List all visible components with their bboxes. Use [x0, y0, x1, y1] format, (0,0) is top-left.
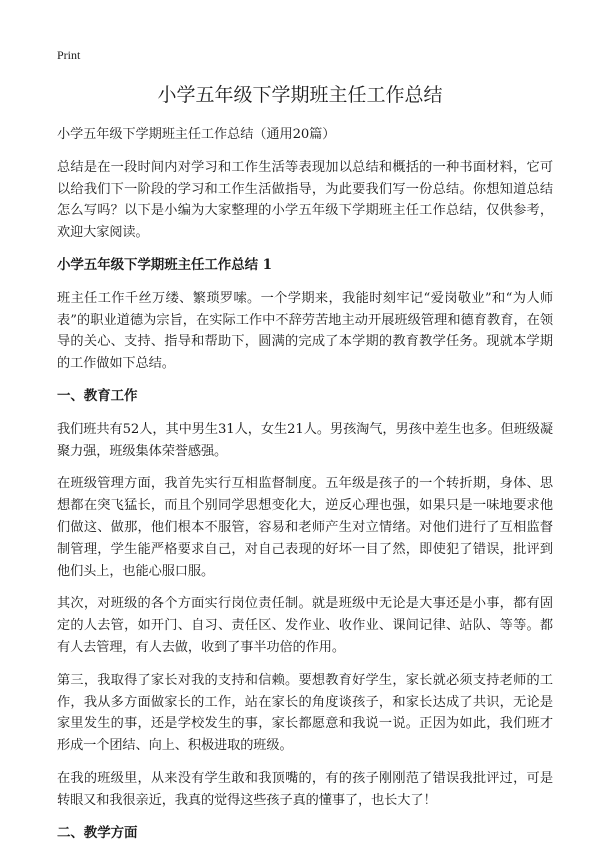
paragraph: 我们班共有52人，其中男生31人，女生21人。男孩淘气，男孩中差生也多。但班级凝聚力强，班级集体荣誉感强。 — [57, 421, 553, 459]
intro-paragraph: 总结是在一段时间内对学习和工作生活等表现加以总结和概括的一种书面材料，它可以给我们下一阶段的学习和工作生活做指导，为此要我们写一份总结。你想知道总结怎么写吗？以下是小编为大家整理的小学五年级下学期班主任工作总结，仅供参考，欢迎大家阅读。 — [57, 159, 553, 241]
subsection-heading-teaching: 二、教学方面 — [57, 824, 138, 841]
paragraph: 班主任工作千丝万缕、繁琐罗嗦。一个学期来，我能时刻牢记“爱岗敬业”和“为人师表”的职业道德为宗旨，在实际工作中不辞劳苦地主动开展班级管理和德育教育，在领导的关心、支持、指导和帮助下，圆满的完成了本学期的教育教学任务。现就本学期的工作做如下总结。 — [57, 290, 553, 372]
paragraph: 其次，对班级的各个方面实行岗位责任制。就是班级中无论是大事还是小事，都有固定的人去管，如开门、自习、责任区、发作业、收作业、课间记律、站队、等等。都有人去管理，有人去做，收到了事半功倍的作用。 — [57, 596, 553, 655]
paragraph: 第三，我取得了家长对我的支持和信赖。要想教育好学生，家长就必须支持老师的工作，我从多方面做家长的工作，站在家长的角度谈孩子，和家长达成了共识，无论是家里发生的事，还是学校发生的事，家长都愿意和我说一说。正因为如此，我们班才形成一个团结、向上、积极进取的班级。 — [57, 672, 553, 754]
page-title: 小学五年级下学期班主任工作总结 — [157, 84, 443, 106]
paragraph: 在我的班级里，从来没有学生敢和我顶嘴的，有的孩子刚刚范了错误我批评过，可是转眼又和我很亲近，我真的觉得这些孩子真的懂事了，也长大了！ — [57, 770, 553, 808]
document-subtitle: 小学五年级下学期班主任工作总结（通用20篇） — [57, 127, 336, 142]
document-body — [57, 124, 553, 855]
paragraph: 在班级管理方面，我首先实行互相监督制度。五年级是孩子的一个转折期，身体、思想都在突飞猛长，而且个别同学思想变化大，逆反心理也强，如果只是一味地要求他们做这、做那，他们根本不服管，容易和老师产生对立情绪。对他们进行了互相监督制管理，学生能严格要求自己，对自己表现的好坏一目了然，即使犯了错误，批评到他们头上，也能心服口服。 — [57, 476, 553, 579]
section-heading: 小学五年级下学期班主任工作总结 1 — [57, 256, 272, 273]
subsection-heading-education: 一、教育工作 — [57, 387, 138, 404]
print-link[interactable]: Print — [57, 48, 81, 62]
